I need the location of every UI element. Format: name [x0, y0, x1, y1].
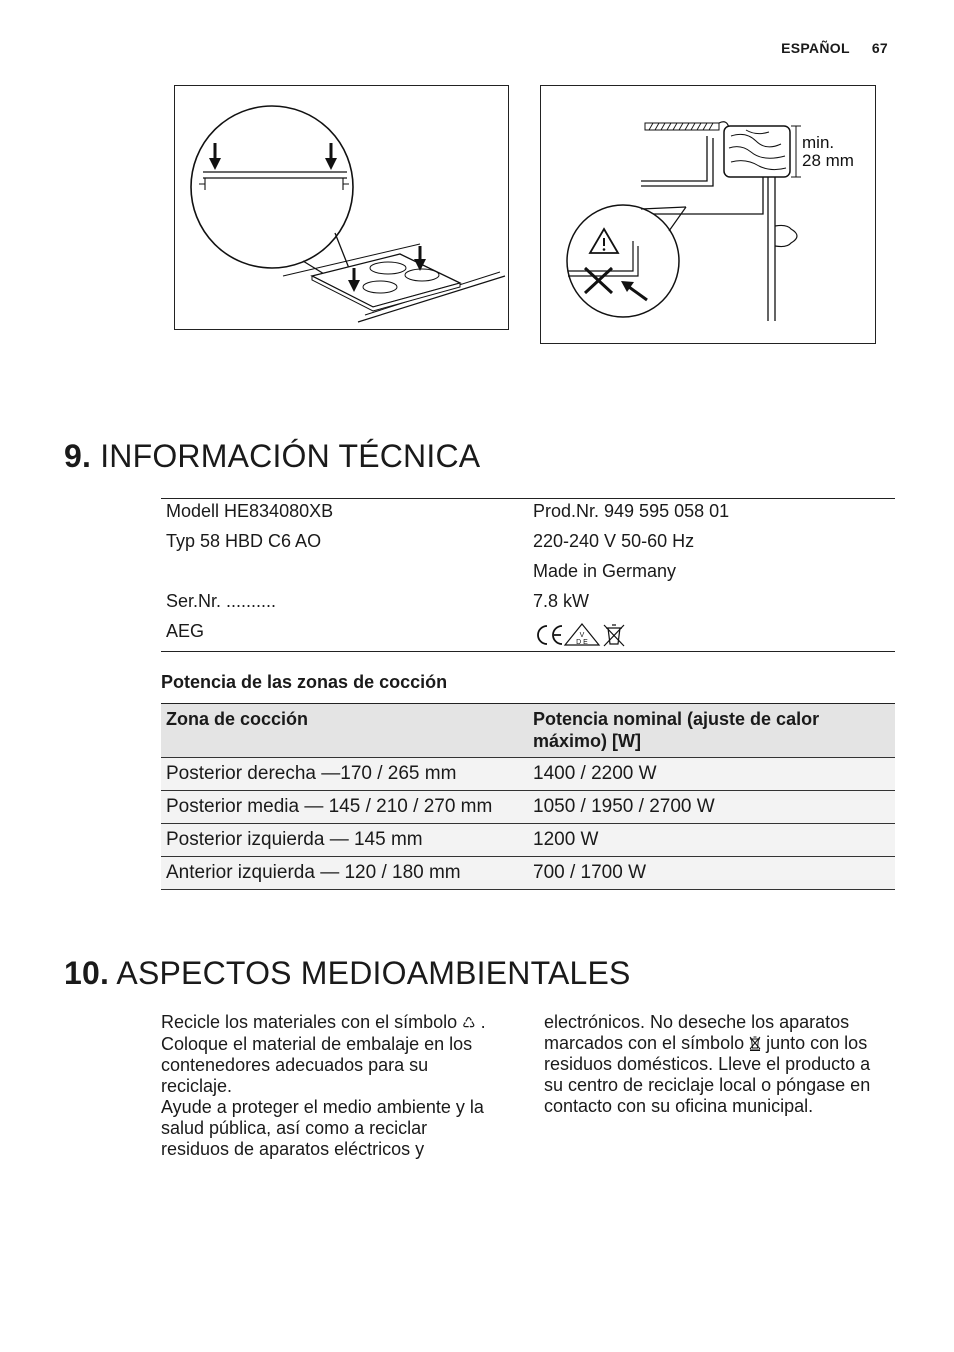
spec-cell: 7.8 kW [533, 591, 590, 611]
paragraph-text: Recicle los materiales con el símbolo [161, 1012, 458, 1032]
table-cell: Anterior izquierda — 120 / 180 mm [161, 857, 528, 890]
text-column-right [544, 1012, 874, 1117]
recycle-icon: ♺ [462, 1014, 476, 1032]
svg-text:D E: D E [576, 639, 588, 646]
spec-cell: AEG [166, 621, 205, 641]
power-table [161, 703, 895, 890]
table-cell: Posterior derecha —170 / 265 mm [161, 758, 528, 791]
section-10-heading [64, 955, 631, 992]
rating-plate-table [161, 498, 895, 652]
dimension-label-min: min. [802, 133, 835, 152]
spec-cell: 220-240 V 50-60 Hz [533, 531, 695, 551]
section-9-number: 9. [64, 438, 92, 474]
table-cell: 700 / 1700 W [528, 857, 895, 890]
worktop-section-figure [540, 85, 876, 344]
header-section: ESPAÑOL [781, 40, 850, 56]
weee-bin-icon [604, 625, 624, 646]
dimension-label-value: 28 mm [802, 151, 854, 170]
table-row [161, 619, 895, 652]
section-10-title: ASPECTOS MEDIOAMBIENTALES [116, 955, 631, 991]
table-cell: 1400 / 2200 W [528, 758, 895, 791]
page-header [781, 40, 888, 56]
table-row [161, 824, 895, 857]
ce-mark-icon [538, 626, 562, 644]
spec-cell: Modell HE834080XB [166, 501, 334, 521]
table-row [161, 559, 895, 589]
spec-cell: Typ 58 HBD C6 AO [166, 531, 322, 551]
paragraph-text: junto con los residuos domésticos. Lleve el producto a su centro de reciclaje local o póngase en contacto con su oficina municipal. [544, 1033, 871, 1116]
spec-cell: Made in Germany [533, 561, 677, 581]
certification-marks [528, 619, 895, 652]
column-header: Potencia nominal (ajuste de calor máximo) [W] [528, 704, 895, 758]
table-row [161, 791, 895, 824]
table-row [161, 529, 895, 559]
table-row [161, 499, 895, 530]
section-10-number: 10. [64, 955, 110, 991]
paragraph [544, 1012, 874, 1117]
table-cell: 1050 / 1950 / 2700 W [528, 791, 895, 824]
spec-cell: Prod.Nr. 949 595 058 01 [533, 501, 730, 521]
svg-text:V: V [579, 632, 585, 639]
page-number: 67 [871, 40, 888, 56]
table-cell: 1200 W [528, 824, 895, 857]
column-header: Zona de cocción [161, 704, 528, 758]
table-row [161, 857, 895, 890]
table-header-row [161, 704, 895, 758]
paragraph: Ayude a proteger el medio ambiente y la salud pública, así como a reciclar residuos de aparatos eléctricos y [161, 1097, 484, 1159]
section-9-title: INFORMACIÓN TÉCNICA [100, 438, 481, 474]
table-row [161, 758, 895, 791]
spec-cell: Ser.Nr. .......... [166, 591, 277, 611]
hob-installation-figure [174, 85, 509, 330]
power-subheading: Potencia de las zonas de cocción [161, 672, 448, 692]
text-column-left [161, 1012, 491, 1160]
section-9-heading [64, 438, 480, 475]
paragraph-text: . Coloque el material de embalaje en los contenedores adecuados para su reciclaje. [161, 1012, 486, 1096]
paragraph-text: electrónicos. No deseche los aparatos marcados con el símbolo [544, 1012, 850, 1053]
weee-bin-icon [749, 1036, 761, 1051]
table-cell: Posterior izquierda — 145 mm [161, 824, 528, 857]
table-row [161, 589, 895, 619]
spec-cell [161, 559, 528, 589]
table-cell: Posterior media — 145 / 210 / 270 mm [161, 791, 528, 824]
vde-mark-icon [565, 624, 599, 646]
paragraph [161, 1012, 491, 1097]
